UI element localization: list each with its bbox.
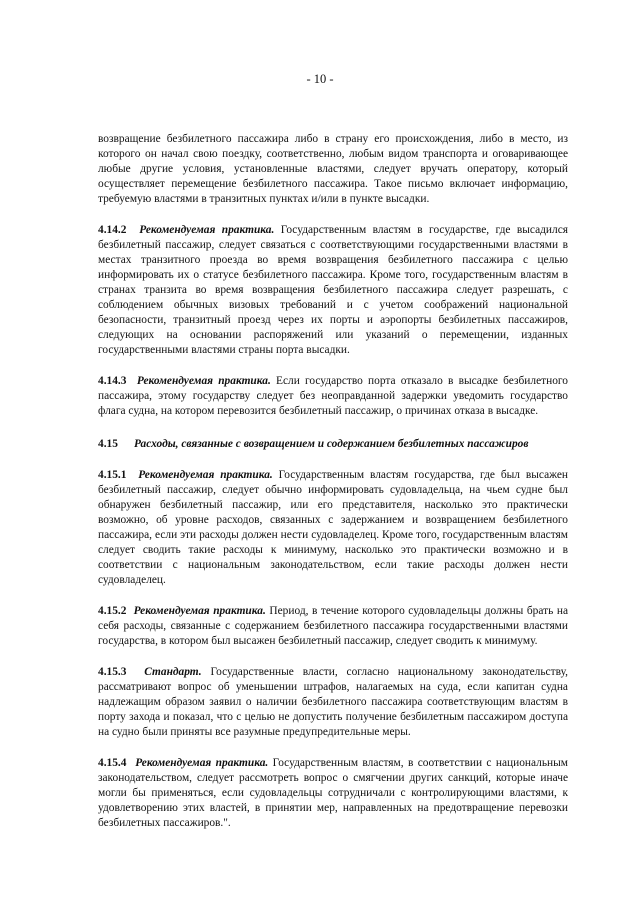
clause-number: 4.15.1: [98, 469, 127, 481]
clause-label: Рекомендуемая практика.: [139, 224, 275, 236]
page-number: - 10 -: [306, 72, 334, 86]
paragraph-4-14-2: [98, 223, 568, 358]
paragraph-4-15-2: [98, 604, 568, 649]
paragraph-text: Государственные власти, согласно национальному законодательству, рассматривают вопрос об уменьшении штрафов, налагаемых на суда, если капитан судна надлежащим образом заявил о наличии безбилетного пассажира соответствующим властям в порту захода и показал, что с целью не допустить получение безбилетным пассажиром доступа на судно были приняты все разумные предупредительные меры.: [98, 666, 568, 738]
clause-label: Рекомендуемая практика.: [138, 469, 273, 481]
paragraph-text: Государственным властям государства, где был высажен безбилетный пассажир, следует обычно информировать судовладельца, на чьем судне был обнаружен безбилетный пассажир, или его представителя, насколько это практически возможно, об уровне расходов, связанных с задержанием и возвращением безбилетного пассажира, если эти расходы должен нести судовладелец. Кроме того, государственным властям следует сводить такие расходы к минимуму, насколько это практически возможно и в соответствии с национальным законодательством, если такие расходы должен нести судовладелец.: [98, 469, 568, 586]
paragraph-text: возвращение безбилетного пассажира либо в страну его происхождения, либо в место, из которого он начал свою поездку, соответственно, любым видом транспорта и оговаривающее любые другие условия, установленные властями, следует вручать оператору, который осуществляет перемещение безбилетного пассажира. Такое письмо включает информацию, требуемую властями в транзитных пунктах и/или в пункте высадки.: [98, 133, 568, 205]
clause-label: Рекомендуемая практика.: [135, 757, 269, 769]
section-title: Расходы, связанные с возвращением и содержанием безбилетных пассажиров: [134, 438, 529, 450]
paragraph-4-15-1: [98, 468, 568, 588]
section-heading-4-15: [98, 437, 568, 452]
clause-number: 4.15.3: [98, 666, 127, 678]
clause-label: Рекомендуемая практика.: [133, 605, 266, 617]
section-number: 4.15: [98, 438, 118, 450]
paragraph-continuation: [98, 132, 568, 207]
clause-number: 4.15.2: [98, 605, 127, 617]
paragraph-4-14-3: [98, 374, 568, 419]
paragraph-4-15-4: [98, 756, 568, 831]
paragraph-text: Государственным властям в государстве, где высадился безбилетный пассажир, следует связаться с соответствующими государственными властями в местах транзитного проезда во время возвращения безбилетного пассажира с целью информировать их о статусе безбилетного пассажира. Кроме того, государственным властям в странах транзита во время возвращения безбилетного пассажира следует разрешать, с соблюдением обычных визовых требований и с учетом соображений национальной безопасности, транзитный проезд через их порты и аэропорты безбилетных пассажиров, следующих на основании распоряжений или указаний о перемещении, изданных государственными властями страны порта высадки.: [98, 224, 568, 356]
clause-number: 4.14.2: [98, 224, 127, 236]
clause-number: 4.15.4: [98, 757, 127, 769]
clause-label: Стандарт.: [144, 666, 202, 678]
clause-label: Рекомендуемая практика.: [136, 375, 271, 387]
paragraph-text: Если государство порта отказало в высадке безбилетного пассажира, этому государству следует без неоправданной задержки уведомить государство флага судна, на котором перевозится безбилетный пассажир, о причинах отказа в высадке.: [98, 375, 568, 417]
paragraph-text: Государственным властям, в соответствии с национальным законодательством, следует рассмотреть вопрос о смягчении других санкций, которые иначе могли бы применяться, если судовладельцы сотрудничали с контролирующими властями, к удовлетворению этих властей, в принятии мер, направленных на предотвращение перевозки безбилетных пассажиров.".: [98, 757, 568, 829]
paragraph-text: Период, в течение которого судовладельцы должны брать на себя расходы, связанные с содержанием безбилетного пассажира государственными властями государства, в котором был высажен безбилетный пассажир, следует сводить к минимуму.: [98, 605, 568, 647]
clause-number: 4.14.3: [98, 375, 127, 387]
paragraph-4-15-3: [98, 665, 568, 740]
document-body: [98, 132, 568, 831]
